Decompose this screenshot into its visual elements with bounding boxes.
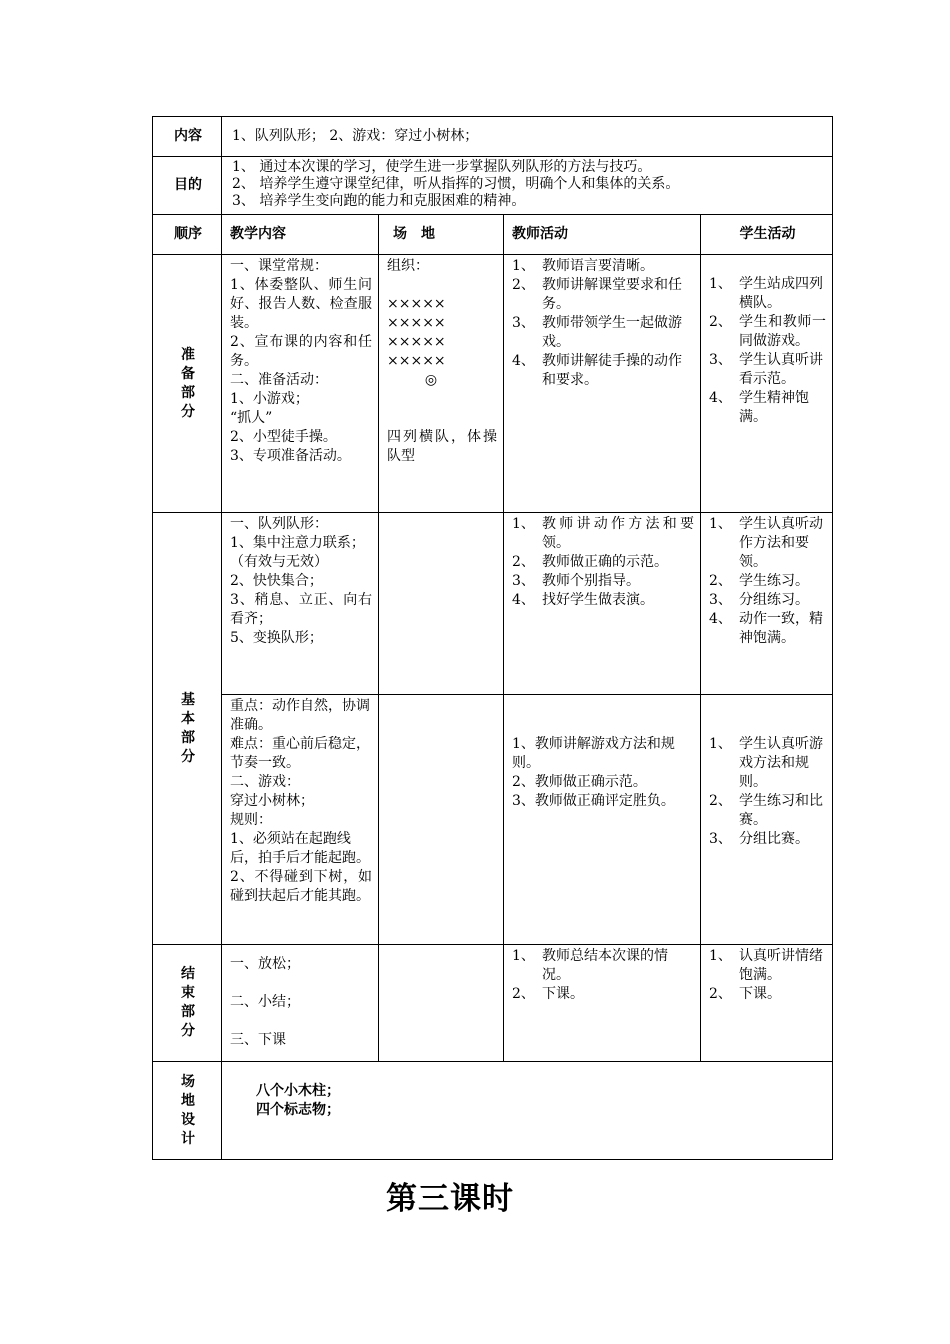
basic-label-char: 分 <box>181 748 195 765</box>
basic-student-2 <box>701 695 833 945</box>
prep-content <box>222 255 379 513</box>
field-label-char: 地 <box>181 1092 195 1109</box>
end-content-line: 一、放松； <box>230 956 300 972</box>
end-teacher <box>504 945 701 1062</box>
prep-student-item: 1、 学生站成四列横队。 <box>709 276 823 311</box>
prep-label-char: 准 <box>181 346 195 363</box>
field-label-char: 计 <box>181 1130 195 1147</box>
prep-label <box>153 255 222 513</box>
prep-label-char: 部 <box>181 384 195 401</box>
header-venue: 场 地 <box>379 215 504 255</box>
prep-student-item: 3、 学生认真听讲看示范。 <box>709 352 823 387</box>
basic-content-line: （有效与无效） <box>230 554 328 570</box>
column-header-row <box>153 215 833 255</box>
basic-teacher-line: 1、教师讲解游戏方法和规则。 <box>512 736 675 771</box>
field-label <box>153 1062 222 1160</box>
prep-teacher-item: 1、 教师语言要清晰。 <box>512 258 654 274</box>
basic-content-line: 1、集中注意力联系； <box>230 535 365 551</box>
basic-content-1 <box>222 513 379 695</box>
purpose-row <box>153 157 833 215</box>
field-item: 四个标志物； <box>256 1102 340 1118</box>
basic-venue-1 <box>379 513 504 695</box>
basic-content-line: 二、游戏： <box>230 774 300 790</box>
basic-student-item: 3、 分组练习。 <box>709 592 809 608</box>
prep-student-item: 2、 学生和教师一同做游戏。 <box>709 314 827 349</box>
basic-student-item: 2、 学生练习。 <box>709 573 809 589</box>
content-text: 1、队列队形； 2、游戏：穿过小树林； <box>222 117 833 157</box>
formation-desc: 四列横队，体操队型 <box>387 429 497 464</box>
formation-row: ××××× <box>387 334 446 350</box>
basic-venue-2 <box>379 695 504 945</box>
basic-student-item: 2、 学生练习和比赛。 <box>709 793 823 828</box>
venue-org-label: 组织： <box>387 258 429 274</box>
end-label-char: 结 <box>181 966 195 982</box>
content-label: 内容 <box>153 117 222 157</box>
field-items <box>222 1062 833 1160</box>
basic-label-char: 本 <box>181 710 195 727</box>
prep-label-char: 分 <box>181 403 195 420</box>
basic-student-item: 4、 动作一致，精神饱满。 <box>709 611 823 646</box>
lesson-title: 第三课时 <box>386 1181 514 1217</box>
basic-content-line: 2、快快集合； <box>230 573 323 589</box>
field-item: 八个小木柱； <box>256 1083 340 1099</box>
basic-section-row-1 <box>153 513 833 695</box>
basic-label <box>153 513 222 945</box>
prep-content-line: 二、准备活动： <box>230 372 328 388</box>
basic-teacher-item: 4、 找好学生做表演。 <box>512 592 654 608</box>
header-student: 学生活动 <box>701 215 833 255</box>
basic-content-line: 3、稍息、立正、向右看齐； <box>230 592 372 627</box>
field-label-char: 设 <box>181 1111 195 1128</box>
prep-content-line: 2、小型徒手操。 <box>230 429 337 445</box>
prep-student-item: 4、 学生精神饱满。 <box>709 390 809 425</box>
basic-teacher-item: 2、 教师做正确的示范。 <box>512 554 668 570</box>
prep-teacher-item: 4、 教师讲解徒手操的动作和要求。 <box>512 353 682 388</box>
purpose-item: 1、 通过本次课的学习，使学生进一步掌握队列队形的方法与技巧。 <box>232 159 652 175</box>
lesson-plan-table <box>152 116 833 1160</box>
prep-content-line: 1、体委整队、师生问好、报告人数、检查服装。 <box>230 277 372 331</box>
prep-section-row <box>153 255 833 513</box>
basic-student-item: 1、 学生认真听游戏方法和规则。 <box>709 736 823 790</box>
prep-content-line: 3、专项准备活动。 <box>230 448 351 464</box>
basic-teacher-1 <box>504 513 701 695</box>
end-content-line: 三、下课 <box>230 1032 286 1048</box>
end-student <box>701 945 833 1062</box>
end-content <box>222 945 379 1062</box>
field-design-row <box>153 1062 833 1160</box>
teacher-position-mark: ◎ <box>424 372 438 388</box>
basic-teacher-item: 3、 教师个别指导。 <box>512 573 640 589</box>
basic-student-1 <box>701 513 833 695</box>
basic-student-item: 3、 分组比赛。 <box>709 831 809 847</box>
field-label-char: 场 <box>181 1073 195 1090</box>
basic-content-line: 1、必须站在起跑线后，拍手后才能起跑。 <box>230 831 370 866</box>
prep-label-char: 备 <box>181 365 195 382</box>
end-teacher-item: 2、 下课。 <box>512 986 584 1002</box>
prep-content-line: 1、小游戏； <box>230 391 309 407</box>
basic-label-char: 基 <box>181 691 195 708</box>
prep-teacher-item: 2、 教师讲解课堂要求和任务。 <box>512 277 682 312</box>
prep-teacher-item: 3、 教师带领学生一起做游戏。 <box>512 315 682 350</box>
header-teacher: 教师活动 <box>504 215 701 255</box>
basic-content-line: 一、队列队形： <box>230 516 328 532</box>
formation-row: ××××× <box>387 353 446 369</box>
content-row <box>153 117 833 157</box>
basic-teacher-line: 3、教师做正确评定胜负。 <box>512 793 675 809</box>
basic-teacher-item: 1、 教师讲动作方法和要领。 <box>512 516 694 551</box>
end-content-line: 二、小结； <box>230 994 300 1010</box>
formation-row: ××××× <box>387 296 446 312</box>
end-venue <box>379 945 504 1062</box>
basic-content-2 <box>222 695 379 945</box>
basic-teacher-line: 2、教师做正确示范。 <box>512 774 647 790</box>
end-student-item: 1、 认真听讲情绪饱满。 <box>709 948 823 983</box>
end-student-item: 2、 下课。 <box>709 986 781 1002</box>
basic-section-row-2 <box>153 695 833 945</box>
prep-teacher <box>504 255 701 513</box>
prep-content-line: “抓人” <box>230 410 273 426</box>
purpose-item: 3、 培养学生变向跑的能力和克服困难的精神。 <box>232 193 526 209</box>
end-section-row <box>153 945 833 1062</box>
basic-content-line: 重点：动作自然，协调准确。 <box>230 698 370 733</box>
basic-teacher-2 <box>504 695 701 945</box>
end-label-char: 部 <box>181 1004 195 1020</box>
basic-content-line: 规则： <box>230 812 272 828</box>
end-label-char: 束 <box>181 985 195 1001</box>
formation-row: ××××× <box>387 315 446 331</box>
header-order: 顺序 <box>153 215 222 255</box>
purpose-label: 目的 <box>153 157 222 215</box>
basic-content-line: 5、变换队形； <box>230 630 323 646</box>
prep-content-line: 2、宣布课的内容和任务。 <box>230 334 372 369</box>
basic-student-item: 1、 学生认真听动作方法和要领。 <box>709 516 823 570</box>
header-content: 教学内容 <box>222 215 379 255</box>
basic-content-line: 难点：重心前后稳定，节奏一致。 <box>230 736 370 771</box>
prep-student <box>701 255 833 513</box>
end-label <box>153 945 222 1062</box>
basic-label-char: 部 <box>181 729 195 746</box>
end-label-char: 分 <box>181 1023 195 1039</box>
basic-content-line: 穿过小树林； <box>230 793 314 809</box>
purpose-list <box>222 157 833 215</box>
prep-content-line: 一、课堂常规： <box>230 258 328 274</box>
prep-venue <box>379 255 504 513</box>
basic-content-line: 2、不得碰到下树，如碰到扶起后才能其跑。 <box>230 869 372 904</box>
end-teacher-item: 1、 教师总结本次课的情况。 <box>512 948 668 983</box>
purpose-item: 2、 培养学生遵守课堂纪律，听从指挥的习惯，明确个人和集体的关系。 <box>232 176 680 192</box>
